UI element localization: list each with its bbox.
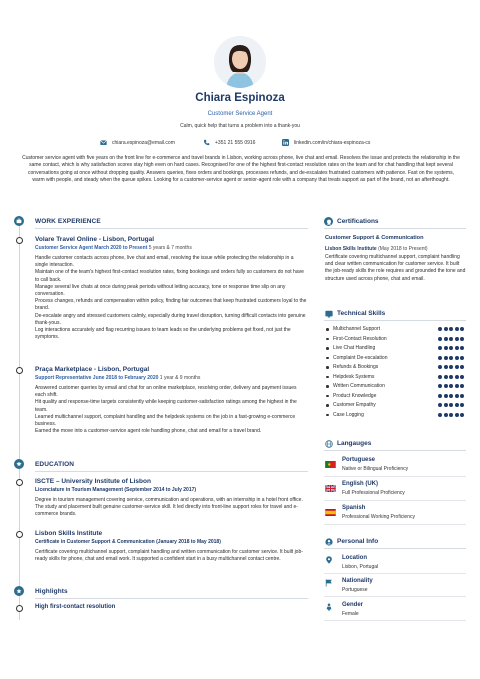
- rating-dot: [449, 346, 453, 350]
- certification-issuer: [325, 246, 428, 252]
- bullet: Answered customer queries by email and chat for an online marketplace, resolving order, delivery and payment issues each shift.: [35, 385, 297, 399]
- rating-dot: [438, 403, 442, 407]
- rating-dot: [438, 413, 442, 417]
- bullet-dot: [326, 357, 329, 360]
- email-text: chiara.espinoza@email.com: [112, 139, 175, 146]
- bullet: Hit quality and response-time targets consistently while keeping customer-satisfaction ratings among the highest in the team.: [35, 399, 297, 413]
- section-divider: [324, 450, 466, 451]
- timeline-line: [19, 225, 20, 620]
- skill-item: [326, 383, 464, 390]
- languages-heading: Langauges: [337, 440, 372, 447]
- degree: [35, 487, 196, 493]
- nationality-value: Portuguese: [342, 587, 368, 593]
- degree-text: Licenciature in Tourism Management (September 2014 to July 2017): [35, 487, 197, 493]
- skill-name: Complaint De-escalation: [333, 354, 388, 361]
- rating-dot: [460, 327, 464, 331]
- gender-value: Female: [342, 611, 359, 617]
- skill-item: [326, 364, 464, 371]
- bullet-dot: [326, 385, 329, 388]
- rating-dot: [455, 403, 459, 407]
- rating-dot: [444, 337, 448, 341]
- rating-dot: [455, 394, 459, 398]
- rating-dot: [449, 403, 453, 407]
- rating-dot: [444, 356, 448, 360]
- section-divider: [324, 228, 466, 229]
- rating-dot: [460, 365, 464, 369]
- education-desc: Degree in tourism management covering service, communication and operations, with an internship in a hotel front office. The study and placement built genuine customer-service skill. It led directly into front-line support roles for travel and e-commerce brands.: [35, 497, 303, 518]
- skill-rating: [438, 403, 464, 407]
- rating-dot: [449, 375, 453, 379]
- skill-name: Live Chat Handling: [333, 345, 376, 351]
- skill-rating: [438, 337, 464, 341]
- job-title: Customer Service Agent: [207, 111, 273, 117]
- rating-dot: [444, 375, 448, 379]
- job-role: Customer Service Agent March 2020 to Present: [35, 245, 148, 251]
- language-name: Portuguese: [342, 457, 376, 463]
- location-value: Lisbon, Portugal: [342, 564, 379, 570]
- bullet-dot: [326, 414, 329, 417]
- job-role-dates: [35, 375, 200, 381]
- section-divider: [35, 228, 308, 229]
- rating-dot: [449, 394, 453, 398]
- avatar: [214, 36, 266, 88]
- rating-dot: [438, 365, 442, 369]
- certification-name: Customer Support & Communication: [325, 235, 424, 241]
- settings-icon: [324, 309, 333, 318]
- bullet-dot: [326, 366, 329, 369]
- skill-item: [326, 326, 464, 333]
- highlight-item: High first-contact resolution: [35, 604, 116, 610]
- bullet: Manage several live chats at once during peak periods without letting accuracy, tone or response time slip on any conversation.: [35, 283, 286, 298]
- location-label: Location: [342, 555, 367, 561]
- linkedin-contact[interactable]: [282, 139, 370, 146]
- bullet: Learned multichannel support, complaint handling and the helpdesk systems on the job in a fast-growing e-commerce business.: [35, 413, 296, 428]
- degree-text: Certificate in Customer Support & Communication (January 2018 to May 2018): [35, 539, 221, 545]
- rating-dot: [460, 375, 464, 379]
- rating-dot: [455, 356, 459, 360]
- nationality-label: Nationality: [342, 578, 373, 584]
- divider: [324, 596, 466, 597]
- rating-dot: [460, 337, 464, 341]
- skill-item: [326, 336, 464, 343]
- bullet: Process changes, refunds and compensation within policy, finding fair outcomes that keep frustrated customers loyal to the brand.: [35, 298, 307, 312]
- bullet-dot: [326, 338, 329, 341]
- candidate-name: Chiara Espinoza: [195, 92, 285, 104]
- job-company: Volare Travel Online - Lisbon, Portugal: [35, 236, 155, 243]
- certification-desc: Certificate covering multichannel support, complaint handling and clear written communication for customer service. It built the job-ready skills the role requires and grounded the tone and structure used across phone, chat and email.: [325, 254, 466, 282]
- skill-rating: [438, 394, 464, 398]
- job-duration: 5 years & 7 months: [148, 245, 192, 251]
- certifications-heading: Certifications: [337, 218, 379, 225]
- work-experience-heading: WORK EXPERIENCE: [35, 218, 101, 225]
- timeline-node: [16, 237, 23, 244]
- skill-name: Product Knowledge: [333, 392, 377, 399]
- section-divider: [324, 548, 466, 549]
- certification-dates: (May 2018 to Present): [378, 246, 428, 252]
- graduation-cap-icon: [14, 459, 24, 469]
- flag-icon: [325, 579, 333, 587]
- timeline-node: [16, 479, 23, 486]
- language-level: Full Professional Proficiency: [342, 490, 405, 496]
- skill-rating: [438, 413, 464, 417]
- contact-row: [0, 139, 480, 148]
- skill-item: [326, 355, 464, 362]
- rating-dot: [460, 384, 464, 388]
- rating-dot: [444, 346, 448, 350]
- technical-skills-heading: Technical Skills: [337, 310, 386, 317]
- rating-dot: [438, 346, 442, 350]
- section-divider: [324, 320, 466, 321]
- issuer-text: Lisbon Skills Institute: [325, 246, 377, 252]
- gender-label: Gender: [342, 602, 364, 608]
- rating-dot: [444, 403, 448, 407]
- rating-dot: [438, 384, 442, 388]
- divider: [324, 573, 466, 574]
- skill-rating: [438, 384, 464, 388]
- rating-dot: [455, 346, 459, 350]
- linkedin-text: linkedin.com/in/chiara-espinoza-cs: [294, 139, 371, 146]
- bullet-dot: [326, 376, 329, 379]
- rating-dot: [460, 413, 464, 417]
- rating-dot: [449, 327, 453, 331]
- rating-dot: [455, 365, 459, 369]
- highlights-heading: Highlights: [35, 588, 68, 595]
- education-desc: Certificate covering multichannel support, complaint handling and written communication for customer service. It built job-ready skills for phone, chat and email work. It supported a confident start in a busy multichannel contact centre.: [35, 549, 303, 563]
- rating-dot: [455, 375, 459, 379]
- divider: [324, 476, 466, 477]
- skill-name: First-Contact Resolution: [333, 335, 387, 342]
- skill-item: [326, 402, 464, 409]
- job-role: Support Representative June 2018 to February 2020: [35, 375, 159, 381]
- email-contact[interactable]: [100, 139, 175, 146]
- language-level: Professional Working Proficiency: [342, 514, 415, 520]
- bullet: Maintain one of the team's highest first-contact resolution rates, fixing bookings and orders fully so customers do not have to call back.: [35, 269, 304, 283]
- skill-rating: [438, 356, 464, 360]
- skill-rating: [438, 346, 464, 350]
- bullet-dot: [326, 328, 329, 331]
- degree: [35, 539, 221, 545]
- bullet-dot: [326, 347, 329, 350]
- skill-name: Case Logging: [333, 411, 364, 418]
- bullet: Log interactions accurately and flag recurring issues to team leads so the underlying problems get fixed, not just the symptoms.: [35, 327, 291, 341]
- divider: [324, 524, 466, 525]
- globe-icon: [324, 439, 333, 448]
- rating-dot: [449, 413, 453, 417]
- skill-name: Written Communication: [333, 383, 385, 389]
- education-heading: EDUCATION: [35, 461, 75, 468]
- personal-info-heading: Personal Info: [337, 538, 379, 545]
- rating-dot: [455, 384, 459, 388]
- rating-dot: [438, 327, 442, 331]
- job-role-dates: [35, 245, 192, 251]
- rating-dot: [449, 365, 453, 369]
- skill-item: [326, 412, 464, 419]
- rating-dot: [438, 356, 442, 360]
- skill-item: [326, 345, 464, 352]
- rating-dot: [444, 365, 448, 369]
- location-pin-icon: [325, 556, 333, 564]
- language-name: English (UK): [342, 481, 378, 487]
- section-divider: [35, 471, 308, 472]
- rating-dot: [449, 337, 453, 341]
- school-name: ISCTE – University Institute of Lisbon: [35, 478, 151, 485]
- rating-dot: [449, 384, 453, 388]
- rating-dot: [449, 356, 453, 360]
- skill-rating: [438, 327, 464, 331]
- gender-icon: [325, 603, 333, 611]
- skill-name: Multichannel Support: [333, 326, 380, 332]
- briefcase-icon: [14, 216, 24, 226]
- summary: Customer service agent with five years on the front line for e-commerce and travel brands in Lisbon, working across phone, live chat and email. Resolves the issue and protects the relationship in the same contact, which is why satisfaction scores stay high even on hard cases. Recognised for one of the highest first-contact resolution rates on the team and for chat handling that kept several conversations going at once without dropping quality. Answers queries, fixes orders and bookings, processes refunds, and de-escalates frustrated customers with patience. Fast on the systems, warm with people, and steady when the queue spikes. Looking for a customer-service agent or senior-agent role with a company that treats support as part of the brand, not an afterthought.: [22, 155, 460, 183]
- rating-dot: [438, 375, 442, 379]
- rating-dot: [460, 346, 464, 350]
- portugal-flag-icon: [325, 461, 336, 468]
- star-icon: [14, 586, 24, 596]
- skill-item: [326, 374, 464, 381]
- timeline-node: [16, 605, 23, 612]
- divider: [324, 620, 466, 621]
- tagline: Calm, quick help that turns a problem into a thank-you: [180, 123, 300, 129]
- envelope-icon: [100, 139, 107, 146]
- rating-dot: [460, 403, 464, 407]
- phone-icon: [203, 139, 210, 146]
- phone-text: +351 21 555 0916: [215, 139, 256, 146]
- uk-flag-icon: [325, 485, 336, 492]
- skill-item: [326, 393, 464, 400]
- section-divider: [35, 598, 308, 599]
- certificate-icon: [324, 217, 333, 226]
- language-name: Spanish: [342, 505, 366, 511]
- phone-contact[interactable]: [203, 139, 255, 146]
- rating-dot: [455, 337, 459, 341]
- spain-flag-icon: [325, 509, 336, 516]
- linkedin-icon: [282, 139, 289, 146]
- school-name: Lisbon Skills Institute: [35, 530, 103, 537]
- rating-dot: [438, 337, 442, 341]
- skill-name: Customer Empathy: [333, 402, 376, 408]
- rating-dot: [444, 327, 448, 331]
- language-level: Native or Bilingual Proficiency: [342, 466, 409, 472]
- bullet: Handle customer contacts across phone, live chat and email, resolving the issue while protecting the relationship in a single interaction.: [35, 255, 294, 269]
- skill-name: Refunds & Bookings: [333, 364, 379, 370]
- bullet-dot: [326, 404, 329, 407]
- job-duration: 1 year & 9 months: [159, 375, 201, 381]
- rating-dot: [455, 413, 459, 417]
- rating-dot: [444, 384, 448, 388]
- job-bullets: [35, 255, 307, 341]
- skill-rating: [438, 375, 464, 379]
- timeline-node: [16, 531, 23, 538]
- rating-dot: [460, 394, 464, 398]
- bullet-dot: [326, 395, 329, 398]
- rating-dot: [438, 394, 442, 398]
- job-bullets: [35, 385, 307, 435]
- rating-dot: [460, 356, 464, 360]
- bullet: Earned the move into a customer-service agent role handling phone, chat and email for a travel brand.: [35, 428, 262, 435]
- bullet: De-escalate angry and stressed customers calmly, especially during travel disruption, turning difficult contacts into genuine thank-yous.: [35, 312, 306, 326]
- person-icon: [324, 537, 333, 546]
- rating-dot: [444, 394, 448, 398]
- skill-name: Helpdesk Systems: [333, 373, 375, 380]
- divider: [324, 500, 466, 501]
- skill-rating: [438, 365, 464, 369]
- job-company: Praça Marketplace - Lisbon, Portugal: [35, 366, 150, 373]
- timeline-node: [16, 367, 23, 374]
- rating-dot: [444, 413, 448, 417]
- rating-dot: [455, 327, 459, 331]
